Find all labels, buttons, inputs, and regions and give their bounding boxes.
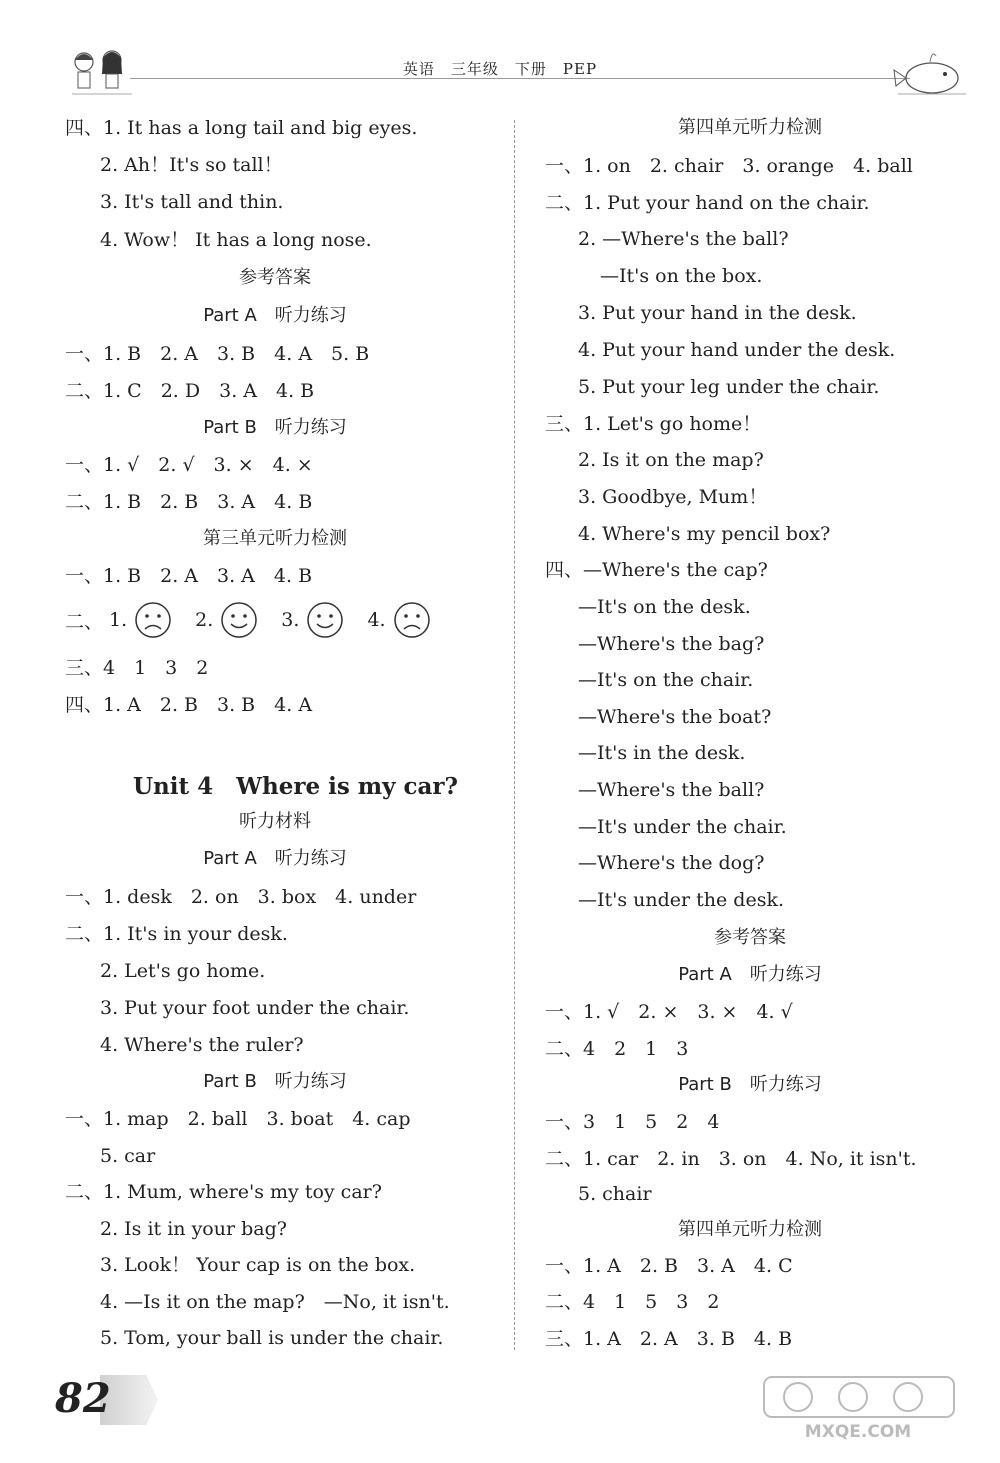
- section-heading: Part A 听力练习: [678, 964, 822, 985]
- answer-line: 四、1. A 2. B 3. B 4. A: [65, 694, 313, 716]
- section-heading: Part A 听力练习: [203, 305, 347, 326]
- text-line: 四、1. It has a long tail and big eyes.: [65, 117, 418, 139]
- text-line: 5. Tom, your ball is under the chair.: [100, 1327, 444, 1349]
- text-line: 3. Goodbye, Mum！: [578, 486, 768, 508]
- face-label: 2.: [195, 609, 214, 631]
- text-line: 2. Is it in your bag?: [100, 1218, 287, 1240]
- text-line: 3. Look！ Your cap is on the box.: [100, 1254, 416, 1276]
- answer-line: 一、3 1 5 2 4: [545, 1111, 720, 1133]
- section-heading: 第三单元听力检测: [203, 528, 347, 549]
- answer-line: 三、4 1 3 2: [65, 657, 209, 679]
- text-line: 二、1. Put your hand on the chair.: [545, 192, 870, 214]
- text-line: —It's in the desk.: [578, 742, 746, 764]
- text-line: 4. Where's my pencil box?: [578, 523, 831, 545]
- answer-line: 一、1. B 2. A 3. A 4. B: [65, 565, 313, 587]
- text-line: 3. Put your hand in the desk.: [578, 302, 857, 324]
- answer-line: 二、1. car 2. in 3. on 4. No, it isn't.: [545, 1148, 917, 1170]
- text-line: 二、1. It's in your desk.: [65, 923, 288, 945]
- text-line: 4. Put your hand under the desk.: [578, 339, 896, 361]
- face-label: 3.: [281, 609, 300, 631]
- text-line: 二、1. Mum, where's my toy car?: [65, 1181, 382, 1203]
- section-heading: Part B 听力练习: [678, 1074, 822, 1095]
- watermark-text: MXQE.COM: [804, 1422, 912, 1442]
- section-heading: 参考答案: [714, 927, 786, 948]
- happy-face-icon: [305, 600, 345, 640]
- section-heading: 第四单元听力检测: [678, 117, 822, 138]
- sad-face-icon: [392, 600, 432, 640]
- text-line: —Where's the ball?: [578, 779, 765, 801]
- row-prefix: 二、: [65, 610, 104, 633]
- answer-line: 一、1. √ 2. × 3. × 4. √: [545, 1001, 793, 1023]
- text-line: 一、1. on 2. chair 3. orange 4. ball: [545, 155, 913, 177]
- text-line: 2. Let's go home.: [100, 960, 266, 982]
- answer-line: 一、1. B 2. A 3. B 4. A 5. B: [65, 343, 370, 365]
- answer-line: 二、4 2 1 3: [545, 1038, 689, 1060]
- text-line: 4. —Is it on the map? —No, it isn't.: [100, 1291, 450, 1313]
- text-line: 5. Put your leg under the chair.: [578, 376, 880, 398]
- text-line: 5. car: [100, 1145, 156, 1167]
- section-heading: Part A 听力练习: [203, 848, 347, 869]
- text-line: 四、—Where's the cap?: [545, 559, 768, 581]
- face-label: 1.: [109, 609, 128, 631]
- page-number: 82: [55, 1375, 111, 1422]
- faces-answer-row: [65, 598, 438, 642]
- text-line: —It's under the chair.: [578, 816, 787, 838]
- text-line: 2. Ah！It's so tall！: [100, 154, 283, 176]
- whale-illustration-icon: [890, 42, 970, 102]
- answer-line: 二、1. C 2. D 3. A 4. B: [65, 380, 315, 402]
- text-line: —It's under the desk.: [578, 889, 785, 911]
- text-line: 2. Is it on the map?: [578, 449, 764, 471]
- unit-title: Unit 4 Where is my car?: [133, 773, 458, 800]
- answer-line: 一、1. A 2. B 3. A 4. C: [545, 1255, 793, 1277]
- section-heading: 第四单元听力检测: [678, 1219, 822, 1240]
- face-label: 4.: [367, 609, 386, 631]
- text-line: —It's on the chair.: [578, 669, 754, 691]
- answer-line: 二、1. B 2. B 3. A 4. B: [65, 491, 313, 513]
- header-title: 英语 三年级 下册 PEP: [402, 60, 598, 78]
- column-divider: [514, 120, 515, 1350]
- section-heading: 参考答案: [239, 267, 311, 288]
- section-heading: Part B 听力练习: [203, 417, 347, 438]
- text-line: —It's on the box.: [600, 265, 763, 287]
- section-heading: Part B 听力练习: [203, 1071, 347, 1092]
- text-line: —Where's the bag?: [578, 633, 765, 655]
- answer-line: 二、4 1 5 3 2: [545, 1291, 720, 1313]
- text-line: 3. Put your foot under the chair.: [100, 997, 410, 1019]
- answer-line: 三、1. A 2. A 3. B 4. B: [545, 1328, 793, 1350]
- text-line: 一、1. map 2. ball 3. boat 4. cap: [65, 1108, 411, 1130]
- text-line: —Where's the boat?: [578, 706, 772, 728]
- children-illustration-icon: [62, 44, 142, 104]
- text-line: 3. It's tall and thin.: [100, 191, 284, 213]
- happy-face-icon: [219, 600, 259, 640]
- watermark-logo: [758, 1373, 968, 1443]
- section-heading: 听力材料: [239, 811, 311, 832]
- text-line: 三、1. Let's go home！: [545, 413, 762, 435]
- text-line: —Where's the dog?: [578, 852, 765, 874]
- sad-face-icon: [133, 600, 173, 640]
- text-line: 2. —Where's the ball?: [578, 228, 789, 250]
- text-line: 一、1. desk 2. on 3. box 4. under: [65, 886, 417, 908]
- answer-line: 5. chair: [578, 1183, 652, 1205]
- text-line: —It's on the desk.: [578, 596, 751, 618]
- text-line: 4. Wow！ It has a long nose.: [100, 229, 372, 251]
- text-line: 4. Where's the ruler?: [100, 1034, 304, 1056]
- answer-line: 一、1. √ 2. √ 3. × 4. ×: [65, 454, 313, 476]
- page-header: [0, 0, 1000, 110]
